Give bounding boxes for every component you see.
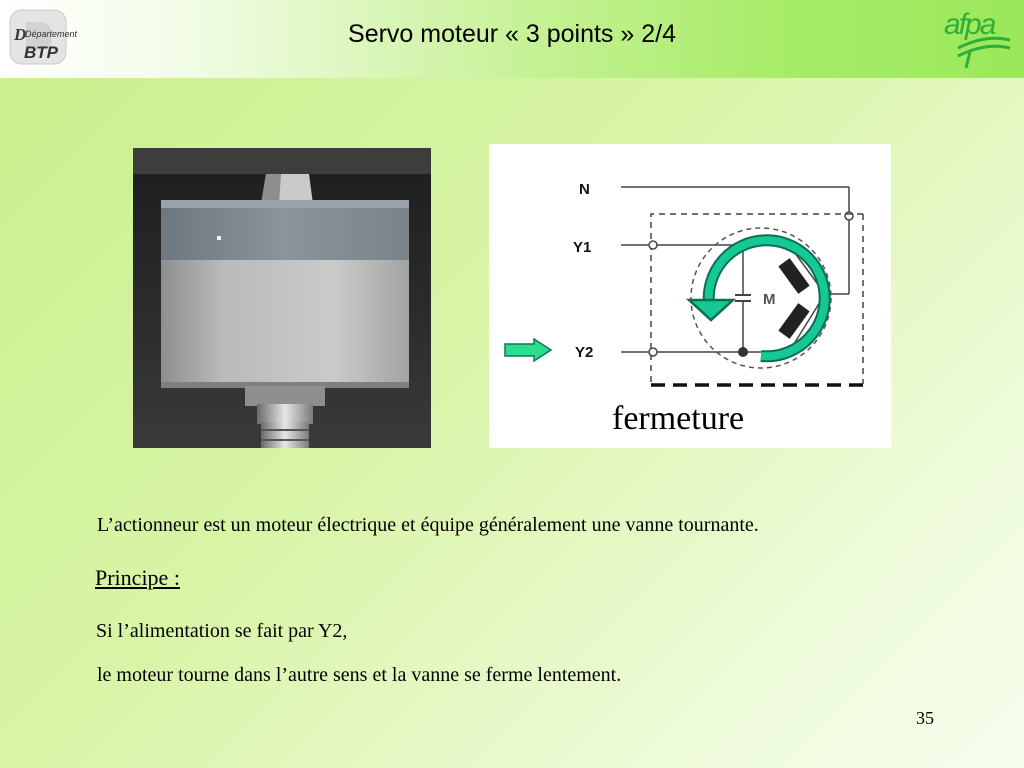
logo-departement-text: Département: [25, 29, 78, 39]
slide-header: [0, 0, 1024, 78]
principe-heading: Principe :: [95, 565, 180, 590]
schema-caption: fermeture: [612, 400, 745, 437]
afpa-logo-text: afpa: [944, 8, 995, 41]
label-m: M: [763, 291, 776, 308]
label-y1: Y1: [573, 239, 592, 256]
label-y2: Y2: [575, 344, 594, 361]
input-arrow-icon: [504, 338, 552, 362]
label-n: N: [579, 181, 590, 198]
logo-d-letter: D: [14, 25, 27, 44]
page-number: 35: [916, 708, 934, 728]
afpa-logo: [940, 4, 1016, 70]
departement-btp-logo: [6, 6, 86, 68]
servo-motor-photo: [133, 148, 431, 448]
description-text: L’actionneur est un moteur électrique et équipe généralement une vanne tournante.: [97, 514, 759, 536]
principle-line-1: Si l’alimentation se fait par Y2,: [96, 620, 348, 642]
principle-line-2: le moteur tourne dans l’autre sens et la vanne se ferme lentement.: [97, 664, 622, 686]
slide-title: Servo moteur « 3 points » 2/4: [348, 20, 676, 48]
logo-btp-text: BTP: [24, 43, 58, 62]
